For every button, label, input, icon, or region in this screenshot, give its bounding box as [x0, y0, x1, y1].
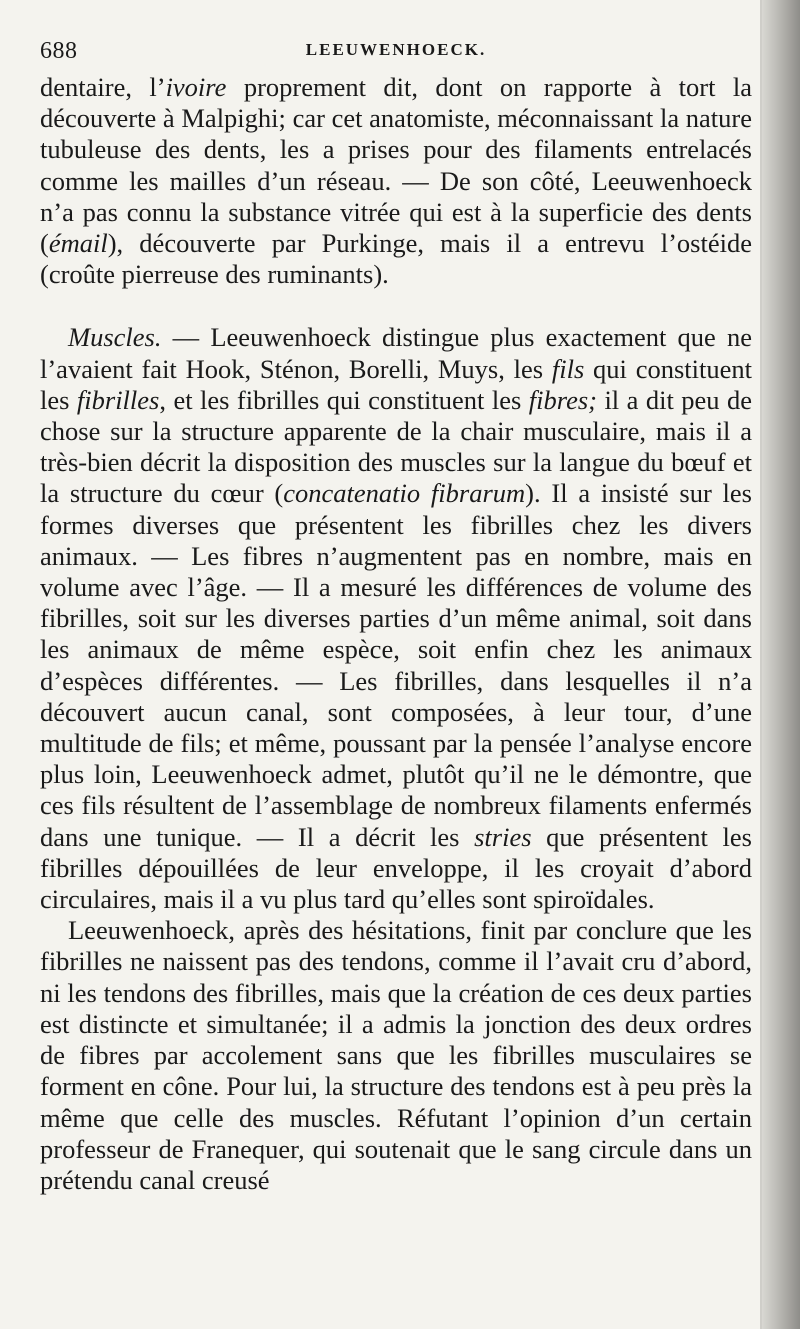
page-edge-shadow — [762, 0, 800, 1329]
text-run: — Leeuwenhoeck distingue plus exactement que ne l’avaient fait Hook, Sténon, Borelli, Muys, les — [40, 322, 752, 384]
italic-term: fibres; — [528, 384, 597, 415]
section-heading-muscles: Muscles. — [68, 322, 162, 353]
text-run: , et les fibrilles qui constituent les — [159, 384, 529, 415]
page-header — [40, 38, 752, 68]
paragraph-muscles — [40, 322, 752, 915]
italic-term: fibrilles — [76, 384, 160, 415]
text-run: que présentent les fibrilles dépouillées de leur enveloppe, il les croyait d’abord circulaires, mais il a vu plus tard qu’elles sont spiroïdales. — [40, 821, 752, 915]
text-run: Leeuwenhoeck, après des hésitations, finit par conclure que les fibrilles ne naissent pas des tendons, comme il l’avait cru d’abord, ni les tendons des fibrilles, mais que la création de ces deux parties est distincte et simultanée; il a admis la jonction des deux ordres de fibres par accolement sans que les fibrilles musculaires se forment en cône. Pour lui, la structure des tendons est à peu près la même que celle des muscles. Réfutant l’opinion d’un certain professeur de Franequer, qui soutenait que le sang circule dans un prétendu canal creusé — [40, 915, 752, 1195]
italic-term: fils — [551, 353, 585, 384]
text-run: ). Il a insisté sur les formes diverses que présentent les fibrilles chez les divers animaux. — Les fibres n’augmentent pas en nombre, mais en volume avec l’âge. — Il a mesuré les différences de volume des fibrilles, soit sur les diverses parties d’un même animal, soit dans les animaux de même espèce, soit enfin chez les animaux d’espèces différentes. — Les fibrilles, dans lesquelles il n’a découvert aucun canal, sont composées, à leur tour, d’une multitude de fils; et même, poussant par la pensée l’analyse encore plus loin, Leeuwenhoeck admet, plutôt qu’il ne le démontre, que ces fils résultent de l’assemblage de nombreux filaments enfermés dans une tunique. — Il a décrit les — [40, 478, 752, 852]
text-run: il a dit peu de chose sur la structure apparente de la chair musculaire, mais il a très-bien décrit la disposition des muscles sur la langue du bœuf et la structure du cœur ( — [40, 384, 753, 509]
page-number: 688 — [40, 38, 78, 64]
italic-term: ivoire — [165, 72, 227, 102]
text-run: dentaire, l’ — [40, 72, 166, 102]
italic-term: concatenatio fibrarum — [283, 478, 526, 509]
text-run: qui constituent les — [40, 353, 752, 415]
paragraph-tendons — [40, 915, 752, 1196]
paragraph-ivoire — [40, 72, 752, 290]
italic-term: émail — [48, 228, 108, 259]
text-run: ), découverte par Purkinge, mais il a entrevu l’ostéide (croûte pierreuse des ruminants). — [40, 228, 752, 290]
italic-term: stries — [474, 821, 532, 852]
text-run: proprement dit, dont on rapporte à tort la découverte à Malpighi; car cet anatomiste, méconnaissant la nature tubuleuse des dents, les a prises pour des filaments entrelacés comme les mailles d’un réseau. — De son côté, Leeuwenhoeck n’a pas connu la substance vitrée qui est à la superficie des dents ( — [40, 72, 752, 259]
body-text — [40, 72, 752, 1196]
running-title: LEEUWENHOECK. — [305, 40, 487, 59]
